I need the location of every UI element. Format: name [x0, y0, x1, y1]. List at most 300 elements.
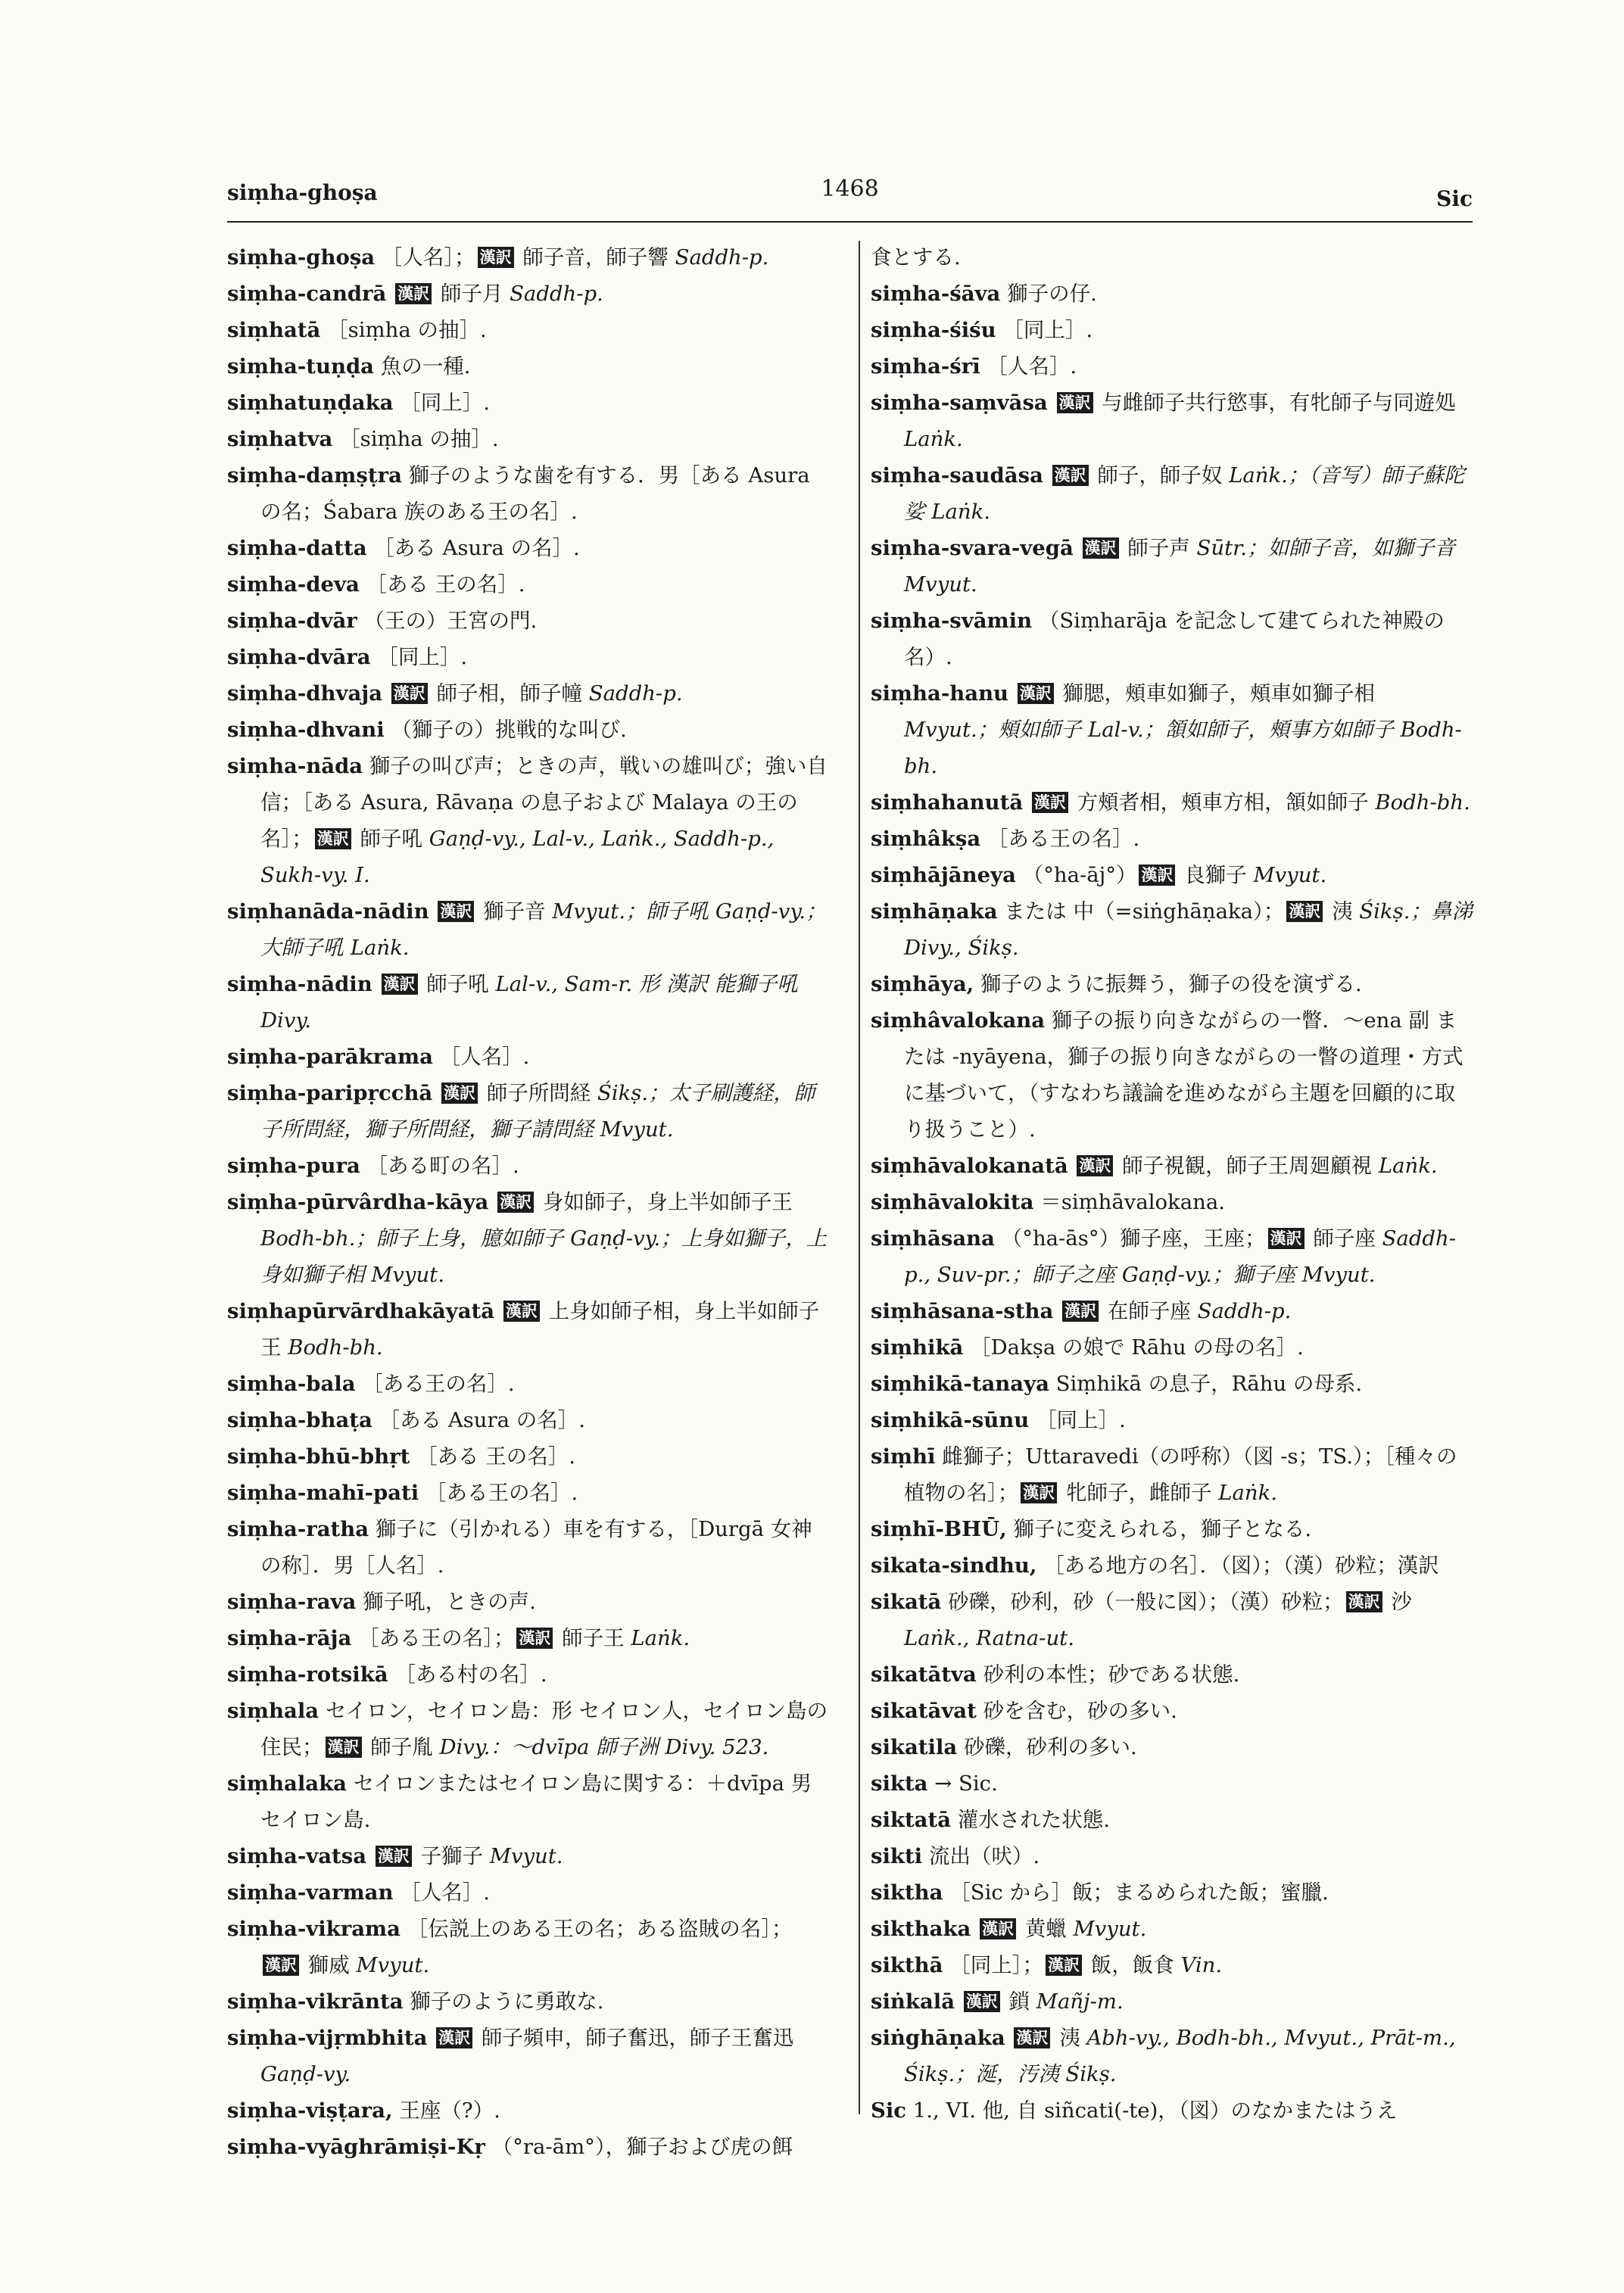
dictionary-entry — [227, 893, 829, 966]
dictionary-entry — [227, 312, 829, 348]
dictionary-entry — [227, 457, 829, 530]
entry-headword: siṃha-pūrvârdha-kāya — [227, 1190, 489, 1214]
entry-definition: ［人名］. — [987, 354, 1077, 379]
entry-headword: siṃha-varman — [227, 1880, 394, 1905]
dictionary-entry — [871, 276, 1473, 312]
dictionary-entry — [871, 1002, 1473, 1148]
entry-headword: siṃhikā-tanaya — [871, 1372, 1049, 1396]
entry-headword: siṃha-śrī — [871, 354, 980, 379]
entry-definition: ＝siṃhāvalokana. — [1040, 1190, 1225, 1214]
entry-definition: 王座（?）. — [399, 2098, 500, 2123]
translation-badge: 漢訳 — [1021, 1482, 1057, 1503]
dictionary-entry — [227, 1620, 829, 1656]
dictionary-entry — [871, 1329, 1473, 1366]
header-rule — [227, 221, 1473, 223]
entry-headword: siṃha-daṃṣṭra — [227, 463, 402, 488]
entry-definition: ［ある王の名］. — [425, 1481, 578, 1505]
entry-translation: 師子王 — [555, 1626, 631, 1650]
translation-badge: 漢訳 — [478, 247, 514, 268]
entry-source: Gaṇḍ-vy., Lal-v., Laṅk., Saddh-p., Sukh-vy. I. — [260, 827, 775, 887]
entry-headword: siṃha-nādin — [227, 972, 372, 996]
entry-definition: ［ある Asura の名］. — [379, 1408, 586, 1432]
entry-definition: ［Sic から］飯；まるめられた飯；蜜臘. — [949, 1880, 1329, 1905]
column-divider — [859, 241, 860, 2114]
entry-headword: siṃhahanutā — [871, 790, 1024, 815]
entry-translation: 獅腮，頰車如獅子，頰車如獅子相 — [1055, 681, 1376, 706]
dictionary-entry — [227, 966, 829, 1039]
dictionary-entry — [871, 1983, 1473, 2020]
translation-badge: 漢訳 — [1014, 2027, 1050, 2048]
translation-badge: 漢訳 — [1077, 1155, 1113, 1176]
dictionary-entry — [227, 1184, 829, 1293]
entry-translation: 黄蠟 — [1018, 1917, 1074, 1941]
entry-translation: 身如師子，身上半如師子王 — [536, 1190, 793, 1214]
entry-translation: 良獅子 — [1177, 863, 1254, 887]
dictionary-entry — [227, 1584, 829, 1620]
entry-headword: sikata-sindhu, — [871, 1553, 1037, 1578]
dictionary-entry — [227, 1438, 829, 1475]
entry-headword: siṃha-viṣṭara, — [227, 2098, 393, 2123]
dictionary-entry — [871, 966, 1473, 1002]
entry-source: Mvyut.；師子吼 Gaṇḍ-vy.；大師子吼 Laṅk. — [260, 899, 827, 960]
page-header — [227, 176, 1473, 218]
entry-headword: siṃha-dhvani — [227, 718, 385, 742]
dictionary-entry — [227, 348, 829, 385]
entry-headword: siṃha-nāda — [227, 754, 363, 778]
entry-definition: 砂を含む，砂の多い. — [983, 1699, 1177, 1723]
entry-translation: 師子吼 — [419, 972, 496, 996]
entry-translation: 師子胤 — [363, 1735, 440, 1759]
dictionary-entry — [871, 1148, 1473, 1184]
entry-source: Saddh-p. — [510, 282, 603, 306]
entry-definition: ［ある 王の名］. — [366, 572, 525, 597]
entry-headword: siṃhikā-sūnu — [871, 1408, 1030, 1432]
entry-definition: ［ある王の名］. — [987, 827, 1140, 851]
entry-source: Saddh-p. — [588, 681, 683, 706]
dictionary-entry — [227, 1693, 829, 1765]
dictionary-entry — [871, 1438, 1473, 1511]
entry-headword: siṃha-dhvaja — [227, 681, 383, 706]
dictionary-entry — [227, 1911, 829, 1983]
dictionary-entry — [227, 639, 829, 675]
dictionary-entry — [871, 1366, 1473, 1402]
entry-translation: 方頰者相，頰車方相，頷如師子 — [1070, 790, 1376, 815]
translation-badge: 漢訳 — [1346, 1591, 1382, 1612]
dictionary-entry — [227, 385, 829, 421]
dictionary-entry — [227, 1656, 829, 1693]
translation-badge: 漢訳 — [503, 1301, 540, 1322]
translation-badge: 漢訳 — [980, 1918, 1016, 1939]
translation-badge: 漢訳 — [516, 1628, 553, 1649]
entry-definition: ［ある町の名］. — [366, 1154, 519, 1178]
entry-definition: 獅子に変えられる，獅子となる. — [1013, 1517, 1312, 1541]
dictionary-entry — [227, 2092, 829, 2129]
entry-source: Sūtr.；如師子音，如獅子音 Mvyut. — [904, 536, 1455, 597]
entry-definition: ［siṃha の抽］. — [327, 318, 487, 342]
dictionary-entry — [227, 603, 829, 639]
entry-definition: 獅子のような歯を有する．男［ある Asura の名；Śabara 族のある王の名］. — [260, 463, 810, 524]
translation-badge: 漢訳 — [391, 683, 428, 704]
dictionary-entry — [227, 239, 829, 276]
entry-translation: 飯，飯食 — [1084, 1953, 1181, 1977]
entry-definition: （°ra-ām°），獅子および虎の餌 — [491, 2135, 793, 2159]
entry-definition: → Sic. — [934, 1771, 998, 1796]
entry-definition: セイロン，セイロン島：形 セイロン人，セイロン島の住民； — [260, 1699, 828, 1759]
dictionary-entry — [227, 2020, 829, 2092]
entry-definition: 流出（吠）. — [928, 1844, 1040, 1868]
entry-translation: 師子音，師子響 — [516, 245, 675, 269]
entry-source: Mvyut.；頰如師子 Lal-v.；頷如師子，頰事方如師子 Bodh-bh. — [904, 718, 1462, 778]
left-column — [227, 239, 829, 2159]
translation-badge: 漢訳 — [1139, 865, 1175, 886]
translation-badge: 漢訳 — [1046, 1955, 1082, 1976]
entry-headword: siṃha-śiśu — [871, 318, 996, 342]
entry-translation: 師子月 — [434, 282, 510, 306]
entry-definition: ［同上］. — [377, 645, 468, 669]
entry-headword: sikthaka — [871, 1917, 971, 1941]
dictionary-entry — [227, 1475, 829, 1511]
entry-definition: 1., VI. 他, 自 siñcati(-te)，（図）のなかまたはうえ — [912, 2098, 1398, 2123]
dictionary-entry — [227, 1148, 829, 1184]
entry-definition: （°ha-āj°） — [1022, 863, 1137, 887]
entry-headword: siṃhī-BHŪ, — [871, 1517, 1007, 1541]
entry-headword: siṃhāsana — [871, 1226, 995, 1251]
entry-translation: 与雌師子共行慾事，有牝師子与同遊処 — [1095, 391, 1456, 415]
translation-badge: 漢訳 — [441, 1083, 478, 1104]
dictionary-entry — [227, 421, 829, 457]
entry-headword: siṃha-ratha — [227, 1517, 369, 1541]
entry-headword: siṃha-saudāsa — [871, 463, 1043, 488]
entry-source: Lal-v., Sam-r. 形 漢訳 能獅子吼 Divy. — [260, 972, 798, 1033]
entry-headword: siṃha-vikrānta — [227, 1989, 404, 2014]
dictionary-entry — [871, 603, 1473, 675]
translation-badge: 漢訳 — [1052, 465, 1089, 486]
translation-badge: 漢訳 — [1286, 901, 1323, 922]
entry-headword: sikatā — [871, 1590, 942, 1614]
entry-headword: siṃha-vikrama — [227, 1917, 401, 1941]
entry-source: Laṅk. — [1218, 1481, 1278, 1505]
entry-definition: （°ha-ās°）獅子座，王座； — [1001, 1226, 1266, 1251]
dictionary-entry — [871, 1656, 1473, 1693]
entry-source: Mañj-m. — [1036, 1989, 1124, 2014]
entry-translation: 沙 — [1384, 1590, 1412, 1614]
entry-definition: 獅子のように勇敢な. — [410, 1989, 604, 2014]
entry-source: Bodh-bh.；師子上身，臆如師子 Gaṇḍ-vy.；上身如獅子，上身如獅子相 Mvyut. — [260, 1226, 828, 1287]
dictionary-entry — [227, 1874, 829, 1911]
entry-definition: 獅子吼，ときの声. — [363, 1590, 536, 1614]
dictionary-entry — [871, 1947, 1473, 1983]
entry-translation: 獅子音 — [476, 899, 553, 924]
dictionary-entry — [227, 1366, 829, 1402]
entry-source: Saddh-p. — [1197, 1299, 1292, 1323]
entry-headword: siṃhāvalokita — [871, 1190, 1034, 1214]
dictionary-entry — [871, 2020, 1473, 2092]
entry-source: Laṅk., Ratna-ut. — [904, 1626, 1074, 1650]
entry-headword: siṅghāṇaka — [871, 2026, 1005, 2050]
entry-definition: 食とする. — [871, 245, 961, 269]
entry-definition: 魚の一種. — [380, 354, 471, 379]
dictionary-entry — [871, 1184, 1473, 1220]
entry-source: Gaṇḍ-vy. — [260, 2062, 351, 2086]
translation-badge: 漢訳 — [1018, 683, 1054, 704]
dictionary-entry — [871, 457, 1473, 530]
dictionary-entry — [227, 1075, 829, 1148]
entry-source: Saddh-p., Suv-pr.；師子之座 Gaṇḍ-vy.；獅子座 Mvyut. — [904, 1226, 1457, 1287]
entry-definition: または 中（=siṅghāṇaka）； — [1004, 899, 1285, 924]
dictionary-entry — [871, 1693, 1473, 1729]
dictionary-entry — [227, 530, 829, 566]
dictionary-entry — [871, 1874, 1473, 1911]
entry-headword: siṃhapūrvārdhakāyatā — [227, 1299, 495, 1323]
entry-translation: 上身如師子相，身上半如師子王 — [260, 1299, 820, 1360]
entry-source: Śikṣ.；太子刷護経，師子所問経，獅子所問経，獅子請問経 Mvyut. — [260, 1081, 815, 1142]
entry-definition: 獅子のように振舞う，獅子の役を演ずる. — [980, 972, 1362, 996]
entry-headword: Sic — [871, 2098, 907, 2123]
entry-source: Bodh-bh. — [1375, 790, 1470, 815]
dictionary-entry — [871, 1802, 1473, 1838]
entry-translation: 師子所問経 — [480, 1081, 597, 1105]
entry-headword: siṃhatā — [227, 318, 321, 342]
dictionary-entry — [871, 530, 1473, 603]
entry-headword: siṃha-pura — [227, 1154, 360, 1178]
dictionary-entry — [871, 675, 1473, 784]
entry-headword: siṃha-ghoṣa — [227, 245, 376, 269]
entry-translation: 師子吼 — [353, 827, 429, 851]
entry-translation: 在師子座 — [1101, 1299, 1198, 1323]
entry-headword: siṃhanāda-nādin — [227, 899, 429, 924]
dictionary-entry — [871, 1547, 1473, 1584]
entry-source: Saddh-p. — [675, 245, 769, 269]
dictionary-entry — [227, 1511, 829, 1584]
dictionary-entry — [227, 1983, 829, 2020]
entry-headword: siṃha-bhaṭa — [227, 1408, 372, 1432]
entry-definition: 獅子に（引かれる）車を有する，［Durgā 女神の称］．男［人名］. — [260, 1517, 812, 1578]
entry-definition: Siṃhikā の息子，Rāhu の母系. — [1055, 1372, 1363, 1396]
entry-headword: siṃha-tuṇḍa — [227, 354, 374, 379]
dictionary-entry — [871, 1220, 1473, 1293]
entry-translation: 獅威 — [301, 1953, 357, 1977]
dictionary-entry — [227, 566, 829, 603]
entry-definition: ［人名］. — [439, 1045, 530, 1069]
entry-definition: ［ある Asura の名］. — [373, 536, 580, 560]
entry-headword: siṃha-paripṛcchā — [227, 1081, 433, 1105]
entry-definition: （Siṃharāja を記念して建てられた神殿の名）. — [904, 609, 1445, 669]
entry-source: Mvyut. — [356, 1953, 430, 1977]
entry-headword: siṃhatva — [227, 427, 333, 451]
entry-definition: 雌獅子；Uttaravedi（の呼称）（図 -s；TS.）；［種々の植物の名］； — [904, 1444, 1457, 1505]
entry-headword: siṃha-candrā — [227, 282, 387, 306]
entry-definition: ［人名］. — [400, 1880, 490, 1905]
entry-definition: ［同上］； — [949, 1953, 1043, 1977]
entry-headword: siṃha-dvāra — [227, 645, 371, 669]
entry-translation: 師子座 — [1306, 1226, 1382, 1251]
entry-definition: ［ある王の名］； — [358, 1626, 515, 1650]
entry-headword: siṃhâvalokana — [871, 1008, 1046, 1033]
entry-source: Laṅk. — [904, 427, 963, 451]
entry-source: Bodh-bh. — [288, 1335, 383, 1360]
entry-headword: siṃha-rava — [227, 1590, 357, 1614]
entry-headword: siṃhatuṇḍaka — [227, 391, 394, 415]
right-column — [871, 239, 1473, 2123]
dictionary-entry — [871, 1293, 1473, 1329]
entry-headword: sikatātva — [871, 1662, 977, 1687]
entry-definition: ［同上］. — [1002, 318, 1093, 342]
translation-badge: 漢訳 — [438, 901, 474, 922]
entry-definition: ［同上］. — [400, 391, 490, 415]
entry-source: Śikṣ.；鼻涕 Divy., Śikṣ. — [904, 899, 1473, 960]
entry-translation: 師子声 — [1121, 536, 1197, 560]
header-left-guideword: siṃha-ghoṣa — [227, 180, 378, 205]
entry-source: Laṅk. — [631, 1626, 690, 1650]
entry-headword: siṃhikā — [871, 1335, 964, 1360]
entry-translation: 師子頻申，師子奮迅，師子王奮迅 — [475, 2026, 794, 2050]
translation-badge: 漢訳 — [382, 974, 418, 995]
entry-source: Mvyut. — [489, 1844, 563, 1868]
entry-translation: 鎖 — [1002, 1989, 1036, 2014]
entry-headword: siṃha-svāmin — [871, 609, 1033, 633]
dictionary-entry — [227, 1838, 829, 1874]
entry-translation: 子獅子 — [413, 1844, 490, 1868]
entry-headword: siṃhāsana-stha — [871, 1299, 1054, 1323]
entry-source: Mvyut. — [1073, 1917, 1147, 1941]
entry-headword: siṃha-svara-vegā — [871, 536, 1074, 560]
entry-source: Mvyut. — [1253, 863, 1327, 887]
entry-definition: 獅子の仔. — [1007, 282, 1097, 306]
entry-headword: sikatāvat — [871, 1699, 977, 1723]
dictionary-entry — [871, 239, 1473, 276]
entry-definition: （獅子の）挑戦的な叫び. — [391, 718, 627, 742]
dictionary-entry — [227, 1402, 829, 1438]
entry-headword: siṃha-bala — [227, 1372, 356, 1396]
dictionary-entry — [871, 1511, 1473, 1547]
translation-badge: 漢訳 — [1032, 792, 1068, 813]
entry-definition: セイロンまたはセイロン島に関する：＋dvīpa 男 セイロン島. — [260, 1771, 812, 1832]
dictionary-entry — [871, 1402, 1473, 1438]
dictionary-entry — [871, 821, 1473, 857]
entry-headword: siṃha-dvār — [227, 609, 357, 633]
entry-headword: siṃha-hanu — [871, 681, 1009, 706]
entry-headword: siṃha-mahī-pati — [227, 1481, 419, 1505]
dictionary-entry — [871, 348, 1473, 385]
entry-headword: siṃhala — [227, 1699, 320, 1723]
entry-headword: sikatila — [871, 1735, 958, 1759]
entry-definition: ［ある王の名］. — [362, 1372, 515, 1396]
entry-definition: 砂利の本性；砂である状態. — [983, 1662, 1240, 1687]
translation-badge: 漢訳 — [1268, 1228, 1304, 1249]
dictionary-entry — [227, 675, 829, 712]
dictionary-entry — [227, 1039, 829, 1075]
entry-definition: ［ある 王の名］. — [416, 1444, 576, 1469]
page-number: 1468 — [821, 176, 879, 202]
entry-headword: siṃha-vyāghrāmiṣi-Kṛ — [227, 2135, 485, 2159]
entry-translation: 師子相，師子幢 — [429, 681, 589, 706]
translation-badge: 漢訳 — [436, 2027, 472, 2048]
dictionary-entry — [871, 1838, 1473, 1874]
entry-headword: siṃha-vatsa — [227, 1844, 367, 1868]
translation-badge: 漢訳 — [1083, 537, 1119, 559]
translation-badge: 漢訳 — [326, 1737, 362, 1758]
dictionary-entry — [871, 1584, 1473, 1656]
entry-definition: 獅子の叫び声；ときの声，戦いの雄叫び；強い自信；［ある Asura, Rāvaṇa の息子および Malaya の王の名］； — [260, 754, 828, 851]
dictionary-entry — [227, 276, 829, 312]
entry-translation: 師子，師子奴 — [1090, 463, 1230, 488]
dictionary-entry — [871, 857, 1473, 893]
entry-definition: （王の）王宮の門. — [363, 609, 538, 633]
entry-headword: siktha — [871, 1880, 943, 1905]
dictionary-entry — [871, 893, 1473, 966]
entry-headword: siṃha-rotsikā — [227, 1662, 388, 1687]
entry-headword: siṃhī — [871, 1444, 936, 1469]
entry-headword: siṃha-rāja — [227, 1626, 352, 1650]
entry-headword: siṃha-saṃvāsa — [871, 391, 1048, 415]
entry-definition: 灌水された状態. — [957, 1808, 1111, 1832]
translation-badge: 漢訳 — [395, 283, 432, 304]
dictionary-entry — [227, 712, 829, 748]
entry-headword: siṃha-bhū-bhṛt — [227, 1444, 410, 1469]
entry-headword: siṃha-vijṛmbhita — [227, 2026, 428, 2050]
translation-badge: 漢訳 — [263, 1955, 299, 1976]
entry-definition: ［Dakṣa の娘で Rāhu の母の名］. — [970, 1335, 1304, 1360]
entry-definition: ［人名］； — [381, 245, 475, 269]
entry-headword: siṃhāya, — [871, 972, 974, 996]
translation-badge: 漢訳 — [497, 1192, 534, 1213]
entry-headword: sikti — [871, 1844, 923, 1868]
entry-headword: sikta — [871, 1771, 928, 1796]
entry-headword: siṃhâkṣa — [871, 827, 981, 851]
entry-definition: ［伝説上のある王の名；ある盗賊の名］； — [407, 1917, 793, 1941]
dictionary-entry — [871, 2092, 1473, 2129]
entry-definition: 獅子の振り向きながらの一瞥．～ena 副 または -nyāyena，獅子の振り向きながらの一瞥の道理・方式に基づいて，（すなわち議論を進めながら主題を回顧的に取り扱うこと）. — [904, 1008, 1463, 1142]
translation-badge: 漢訳 — [1057, 392, 1093, 413]
dictionary-entry — [227, 1765, 829, 1838]
entry-source: Laṅk. — [1378, 1154, 1438, 1178]
entry-source: Abh-vy., Bodh-bh., Mvyut., Prāt-m., Śikṣ.；涎，汚洟 Śikṣ. — [904, 2026, 1456, 2086]
entry-source: Laṅk.；（音写）師子蘇陀娑 Laṅk. — [904, 463, 1465, 524]
dictionary-entry — [227, 748, 829, 893]
dictionary-entry — [871, 1729, 1473, 1765]
entry-headword: siṃha-parākrama — [227, 1045, 433, 1069]
entry-headword: siṃha-datta — [227, 536, 367, 560]
entry-definition: ［ある地方の名］．（図）；（漢）砂粒；漢訳 — [1043, 1553, 1439, 1578]
entry-source: Divy.：～dvīpa 師子洲 Divy. 523. — [439, 1735, 769, 1759]
entry-headword: siṃha-śāva — [871, 282, 1001, 306]
entry-definition: ［ある村の名］. — [394, 1662, 547, 1687]
entry-translation: 師子視観，師子王周廻顧視 — [1115, 1154, 1379, 1178]
entry-definition: ［siṃha の抽］. — [339, 427, 499, 451]
entry-translation: 洟 — [1052, 2026, 1087, 2050]
entry-headword: siṅkalā — [871, 1989, 955, 2014]
translation-badge: 漢訳 — [315, 828, 351, 849]
dictionary-entry — [871, 312, 1473, 348]
entry-headword: siktatā — [871, 1808, 952, 1832]
translation-badge: 漢訳 — [376, 1846, 412, 1867]
entry-headword: sikthā — [871, 1953, 943, 1977]
dictionary-entry — [227, 2129, 829, 2165]
dictionary-entry — [227, 1293, 829, 1366]
dictionary-entry — [871, 784, 1473, 821]
entry-headword: siṃha-deva — [227, 572, 360, 597]
entry-headword: siṃhājāneya — [871, 863, 1016, 887]
entry-source: Vin. — [1180, 1953, 1223, 1977]
header-right-guideword: Sic — [1436, 186, 1473, 211]
entry-headword: siṃhalaka — [227, 1771, 347, 1796]
entry-definition: ［同上］. — [1035, 1408, 1126, 1432]
entry-translation: 牝師子，雌師子 — [1059, 1481, 1219, 1505]
translation-badge: 漢訳 — [964, 1991, 1000, 2012]
entry-definition: 砂礫，砂利，砂（一般に図）；（漢）砂粒； — [948, 1590, 1344, 1614]
dictionary-entry — [871, 1911, 1473, 1947]
entry-headword: siṃhāṇaka — [871, 899, 998, 924]
